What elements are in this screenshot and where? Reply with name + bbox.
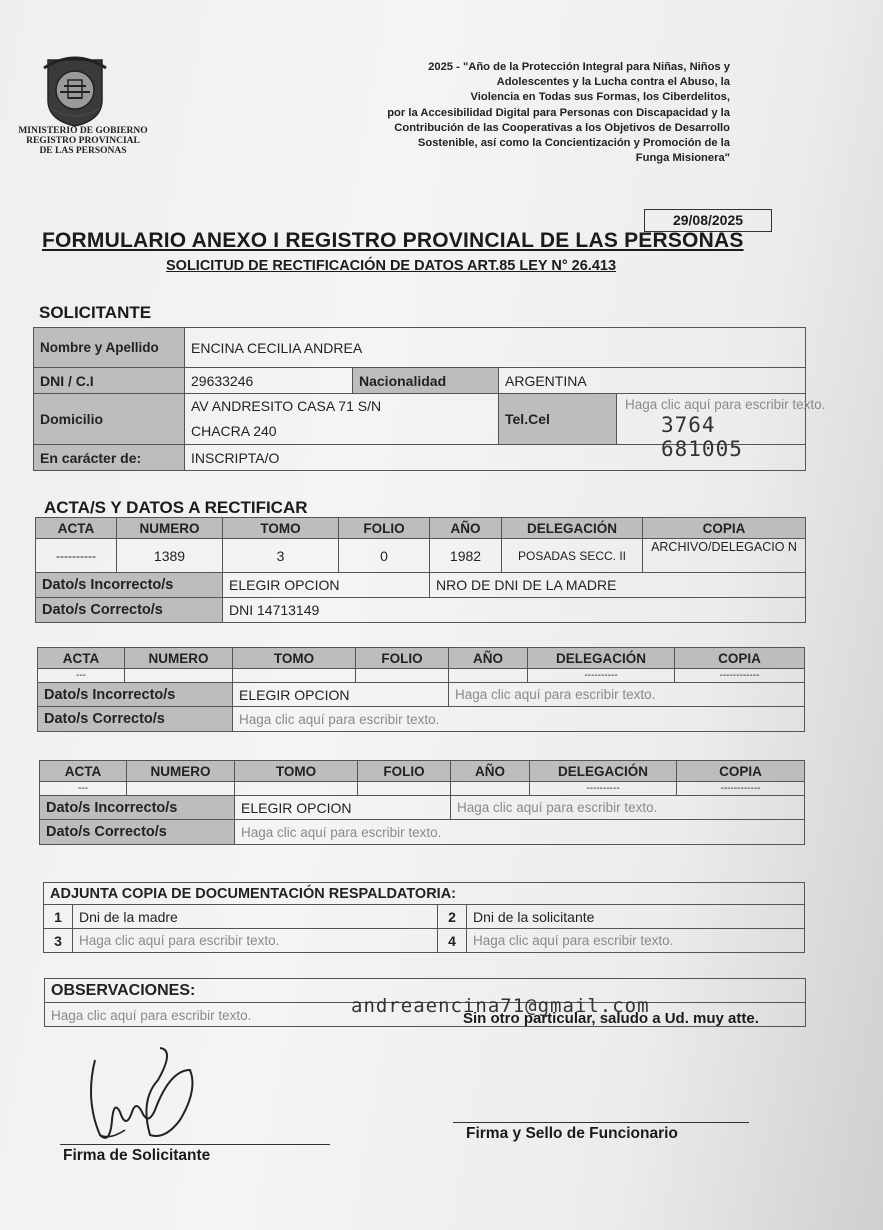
- col-tomo: TOMO: [223, 518, 339, 539]
- acta-cell[interactable]: ---: [38, 669, 125, 683]
- delegacion-cell[interactable]: POSADAS SECC. II: [502, 539, 643, 573]
- col-copia: COPIA: [643, 518, 806, 539]
- domicilio-line: CHACRA 240: [191, 423, 277, 439]
- adjunta-num: 2: [438, 905, 467, 929]
- col-numero: NUMERO: [125, 648, 233, 669]
- col-numero: NUMERO: [117, 518, 223, 539]
- adjunta-num: 4: [438, 929, 467, 953]
- motto-line: 2025 - "Año de la Protección Integral para Niñas, Niños y: [428, 61, 730, 73]
- adjunta-item-field[interactable]: Dni de la solicitante: [467, 905, 805, 929]
- anio-cell[interactable]: 1982: [430, 539, 502, 573]
- incorrect-text-field[interactable]: Haga clic aquí para escribir texto.: [451, 796, 805, 820]
- solicitante-table: [33, 327, 826, 471]
- folio-cell[interactable]: [358, 782, 451, 796]
- col-folio: FOLIO: [358, 761, 451, 782]
- ministry-line: DE LAS PERSONAS: [39, 146, 127, 156]
- nombre-field[interactable]: ENCINA CECILIA ANDREA: [185, 328, 806, 368]
- col-acta: ACTA: [40, 761, 127, 782]
- adjunta-num: 3: [44, 929, 73, 953]
- caracter-field[interactable]: INSCRIPTA/O: [185, 445, 806, 471]
- closing-text: Sin otro particular, saludo a Ud. muy atte.: [463, 1010, 759, 1027]
- col-acta: ACTA: [36, 518, 117, 539]
- motto-line: Funga Misionera": [635, 152, 730, 165]
- tomo-cell[interactable]: [235, 782, 358, 796]
- adjunta-heading: ADJUNTA COPIA DE DOCUMENTACIÓN RESPALDATORIA:: [44, 883, 805, 905]
- solicitante-heading: SOLICITANTE: [39, 303, 152, 322]
- form-title: FORMULARIO ANEXO I REGISTRO PROVINCIAL DE LAS PERSONAS: [42, 229, 744, 252]
- actas-heading: ACTA/S Y DATOS A RECTIFICAR: [44, 498, 308, 517]
- observaciones-placeholder: Haga clic aquí para escribir texto.: [51, 1007, 252, 1023]
- copia-cell[interactable]: ARCHIVO/DELEGACIO N: [643, 539, 806, 573]
- solicitante-signature-line: [60, 1144, 330, 1145]
- tomo-cell[interactable]: [233, 669, 356, 683]
- numero-cell[interactable]: 1389: [117, 539, 223, 573]
- nacionalidad-field[interactable]: ARGENTINA: [499, 368, 806, 394]
- date-field[interactable]: 29/08/2025: [644, 209, 772, 232]
- col-copia: COPIA: [675, 648, 805, 669]
- caracter-label: En carácter de:: [34, 445, 185, 471]
- folio-cell[interactable]: 0: [339, 539, 430, 573]
- form-subtitle: SOLICITUD DE RECTIFICACIÓN DE DATOS ART.85 LEY N° 26.413: [166, 258, 617, 274]
- anio-cell[interactable]: [449, 669, 528, 683]
- col-anio: AÑO: [449, 648, 528, 669]
- correct-text-field[interactable]: Haga clic aquí para escribir texto.: [235, 820, 805, 845]
- dni-field[interactable]: 29633246: [185, 368, 353, 394]
- col-tomo: TOMO: [233, 648, 356, 669]
- col-tomo: TOMO: [235, 761, 358, 782]
- incorrect-label: Dato/s Incorrecto/s: [36, 573, 223, 598]
- incorrect-label: Dato/s Incorrecto/s: [40, 796, 235, 820]
- incorrect-option-select[interactable]: ELEGIR OPCION: [223, 573, 430, 598]
- copia-cell[interactable]: ------------: [677, 782, 805, 796]
- incorrect-option-select[interactable]: ELEGIR OPCION: [233, 683, 449, 707]
- funcionario-signature-line: [453, 1122, 749, 1123]
- acta-block-3: [39, 760, 805, 845]
- province-seal-logo: [30, 50, 120, 128]
- col-anio: AÑO: [430, 518, 502, 539]
- adjunta-item-field[interactable]: Haga clic aquí para escribir texto.: [73, 929, 438, 953]
- nombre-label: Nombre y Apellido: [34, 328, 185, 368]
- delegacion-cell[interactable]: ----------: [530, 782, 677, 796]
- telcel-label: Tel.Cel: [499, 394, 617, 445]
- acta-block-2: [37, 647, 805, 732]
- motto-line: Adolescentes y la Lucha contra el Abuso, la: [496, 76, 730, 89]
- motto-line: Contribución de las Cooperativas a los Objetivos de Desarrollo: [394, 121, 730, 134]
- firma-solicitante-label: Firma de Solicitante: [63, 1147, 211, 1164]
- col-delegacion: DELEGACIÓN: [530, 761, 677, 782]
- firma-funcionario-label: Firma y Sello de Funcionario: [466, 1125, 678, 1142]
- handwritten-signature: [80, 1040, 200, 1150]
- col-copia: COPIA: [677, 761, 805, 782]
- copia-cell[interactable]: ------------: [675, 669, 805, 683]
- telcel-handwritten: 3764 681005: [661, 413, 743, 461]
- adjunta-num: 1: [44, 905, 73, 929]
- year-motto: [330, 60, 730, 166]
- ministry-header: [8, 126, 158, 156]
- ministry-line: MINISTERIO DE GOBIERNO: [18, 126, 148, 136]
- numero-cell[interactable]: [125, 669, 233, 683]
- col-acta: ACTA: [38, 648, 125, 669]
- domicilio-line: AV ANDRESITO CASA 71 S/N: [191, 398, 382, 414]
- incorrect-option-select[interactable]: ELEGIR OPCION: [235, 796, 451, 820]
- delegacion-cell[interactable]: ----------: [528, 669, 675, 683]
- correct-label: Dato/s Correcto/s: [36, 598, 223, 623]
- adjunta-table: [43, 882, 805, 953]
- observaciones-heading: OBSERVACIONES:: [45, 979, 806, 1003]
- correct-text-field[interactable]: DNI 14713149: [223, 598, 806, 623]
- motto-line: Violencia en Todas sus Formas, los Ciberdelitos,: [470, 91, 730, 104]
- correct-text-field[interactable]: Haga clic aquí para escribir texto.: [233, 707, 805, 732]
- observaciones-handwritten: andreaencina71@gmail.com: [351, 995, 650, 1017]
- acta-cell[interactable]: ----------: [36, 539, 117, 573]
- col-folio: FOLIO: [339, 518, 430, 539]
- acta-cell[interactable]: ---: [40, 782, 127, 796]
- ministry-line: REGISTRO PROVINCIAL: [26, 136, 140, 146]
- motto-line: Sostenible, así como la Concientización y Promoción de la: [417, 137, 730, 150]
- col-anio: AÑO: [451, 761, 530, 782]
- adjunta-item-field[interactable]: Dni de la madre: [73, 905, 438, 929]
- motto-line: por la Accesibilidad Digital para Personas con Discapacidad y la: [387, 106, 730, 119]
- acta-block-1: [35, 517, 806, 623]
- numero-cell[interactable]: [127, 782, 235, 796]
- col-delegacion: DELEGACIÓN: [528, 648, 675, 669]
- col-numero: NUMERO: [127, 761, 235, 782]
- nacionalidad-label: Nacionalidad: [353, 368, 499, 394]
- col-folio: FOLIO: [356, 648, 449, 669]
- dni-label: DNI / C.I: [34, 368, 185, 394]
- telcel-placeholder: Haga clic aquí para escribir texto.: [625, 397, 826, 412]
- tomo-cell[interactable]: 3: [223, 539, 339, 573]
- incorrect-text-field[interactable]: Haga clic aquí para escribir texto.: [449, 683, 805, 707]
- incorrect-label: Dato/s Incorrecto/s: [38, 683, 233, 707]
- correct-label: Dato/s Correcto/s: [38, 707, 233, 732]
- anio-cell[interactable]: [451, 782, 530, 796]
- domicilio-field[interactable]: [185, 394, 499, 445]
- domicilio-label: Domicilio: [34, 394, 185, 445]
- folio-cell[interactable]: [356, 669, 449, 683]
- col-delegacion: DELEGACIÓN: [502, 518, 643, 539]
- correct-label: Dato/s Correcto/s: [40, 820, 235, 845]
- incorrect-text-field[interactable]: NRO DE DNI DE LA MADRE: [430, 573, 806, 598]
- telcel-field[interactable]: [617, 394, 826, 461]
- adjunta-item-field[interactable]: Haga clic aquí para escribir texto.: [467, 929, 805, 953]
